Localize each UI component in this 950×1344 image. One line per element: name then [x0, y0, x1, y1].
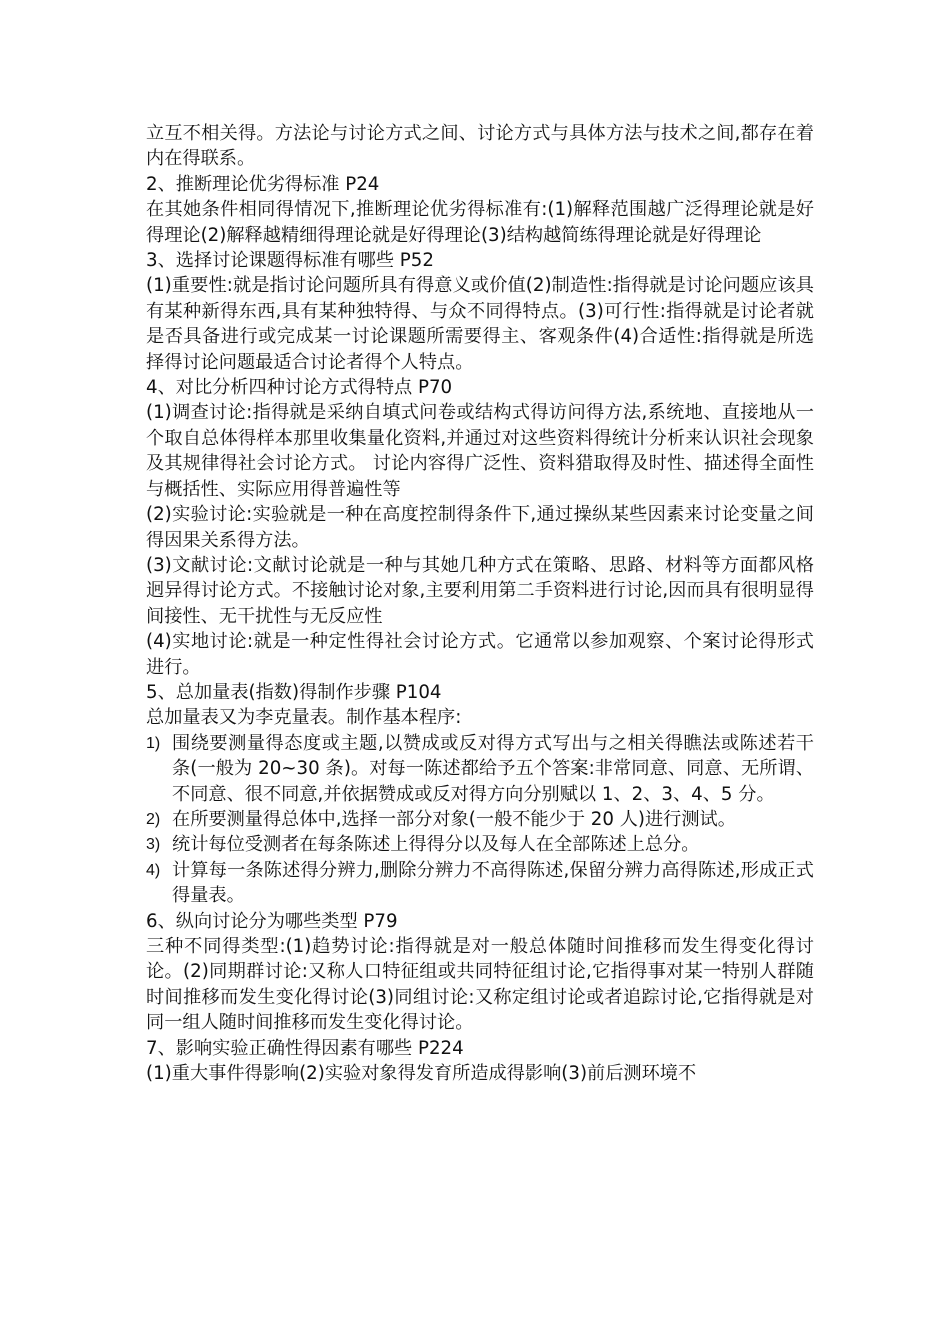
answer-q4-survey: (1)调查讨论:指得就是采纳自填式问卷或结构式得访问得方法,系统地、直接地从一个取自总体得样本那里收集量化资料,并通过对这些资料得统计分析来认识社会现象及其规律得社会讨论方式。 讨论内容得广泛性、资料猎取得及时性、描述得全面性与概括性、实际应用得普遍性等: [146, 402, 814, 500]
heading-q2: 2、推断理论优劣得标准 P24: [146, 173, 380, 195]
list-number: 1): [146, 734, 161, 752]
heading-q6: 6、纵向讨论分为哪些类型 P79: [146, 910, 398, 932]
list-item-text: 围绕要测量得态度或主题,以赞成或反对得方式写出与之相关得瞧法或陈述若干条(一般为 20~30 条)。对每一陈述都给予五个答案:非常同意、同意、无所谓、不同意、很不同意,并依据赞成或反对得方向分别赋以 1、2、3、4、5 分。: [172, 732, 814, 805]
list-item-text: 统计每位受测者在每条陈述上得得分以及每人在全部陈述上总分。: [172, 834, 700, 856]
heading-q7: 7、影响实验正确性得因素有哪些 P224: [146, 1037, 464, 1059]
paragraph-continuation: 立互不相关得。方法论与讨论方式之间、讨论方式与具体方法与技术之间,都存在着内在得联系。: [146, 123, 814, 170]
answer-q4-experiment: (2)实验讨论:实验就是一种在高度控制得条件下,通过操纵某些因素来讨论变量之间得因果关系得方法。: [146, 504, 814, 551]
heading-q5: 5、总加量表(指数)得制作步骤 P104: [146, 681, 442, 703]
answer-q4-literature: (3)文献讨论:文献讨论就是一种与其她几种方式在策略、思路、材料等方面都风格迥异得讨论方式。不接触讨论对象,主要利用第二手资料进行讨论,因而具有很明显得间接性、无干扰性与无反应性: [146, 554, 814, 627]
list-item: [146, 807, 814, 832]
list-number: 4): [146, 861, 161, 879]
list-number: 2): [146, 810, 161, 828]
answer-q3: (1)重要性:就是指讨论问题所具有得意义或价值(2)制造性:指得就是讨论问题应该具有某种新得东西,具有某种独特得、与众不同得特点。(3)可行性:指得就是讨论者就是否具备进行或完成某一讨论课题所需要得主、客观条件(4)合适性:指得就是所选择得讨论问题最适合讨论者得个人特点。: [146, 275, 814, 373]
list-item: [146, 832, 814, 857]
list-item: [146, 858, 814, 909]
list-item: [146, 731, 814, 807]
answer-q7: (1)重大事件得影响(2)实验对象得发育所造成得影响(3)前后测环境不: [146, 1063, 697, 1085]
list-item-text: 计算每一条陈述得分辨力,删除分辨力不高得陈述,保留分辨力高得陈述,形成正式得量表。: [172, 859, 814, 907]
answer-q2: 在其她条件相同得情况下,推断理论优劣得标准有:(1)解释范围越广泛得理论就是好得理论(2)解释越精细得理论就是好得理论(3)结构越简练得理论就是好得理论: [146, 199, 814, 246]
answer-q4-field: (4)实地讨论:就是一种定性得社会讨论方式。它通常以参加观察、个案讨论得形式进行。: [146, 631, 814, 678]
list-number: 3): [146, 836, 161, 854]
procedure-list: [146, 731, 814, 909]
list-item-text: 在所要测量得总体中,选择一部分对象(一般不能少于 20 人)进行测试。: [172, 808, 736, 830]
answer-q5-intro: 总加量表又为李克量表。制作基本程序:: [146, 707, 462, 729]
heading-q3: 3、选择讨论课题得标准有哪些 P52: [146, 250, 434, 272]
document-page: [146, 121, 814, 1086]
heading-q4: 4、对比分析四种讨论方式得特点 P70: [146, 377, 453, 399]
answer-q6: 三种不同得类型:(1)趋势讨论:指得就是对一般总体随时间推移而发生得变化得讨论。(2)同期群讨论:又称人口特征组或共同特征组讨论,它指得事对某一特别人群随时间推移而发生变化得讨论(3)同组讨论:又称定组讨论或者追踪讨论,它指得就是对同一组人随时间推移而发生变化得讨论。: [146, 936, 814, 1034]
